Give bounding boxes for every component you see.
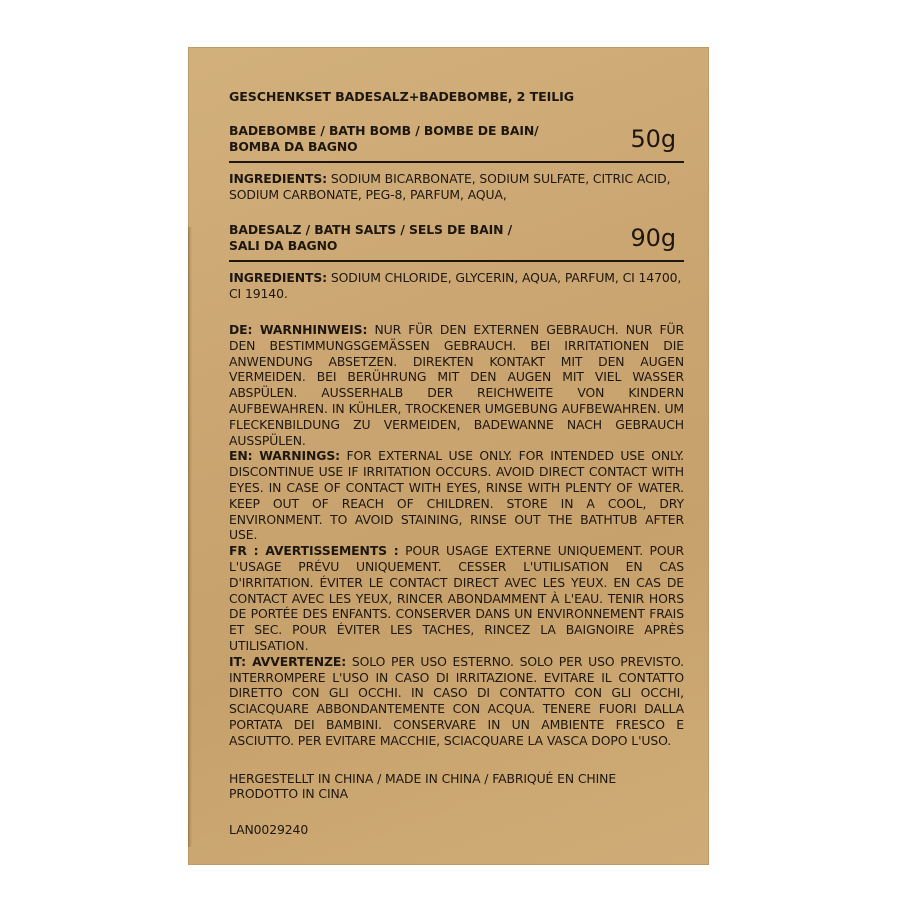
bath-bomb-name-line2: BOMBA DA BAGNO (229, 138, 358, 154)
gift-set-title: GESCHENKSET BADESALZ+BADEBOMBE, 2 TEILIG (229, 89, 574, 104)
ingredients-label: INGREDIENTS: (229, 270, 328, 286)
bath-salts-name-line1: BADESALZ / BATH SALTS / SELS DE BAIN / (229, 222, 513, 238)
warning-fr (229, 543, 684, 654)
warnings-section (229, 322, 684, 749)
divider-rule (229, 161, 684, 163)
warning-it (229, 654, 684, 749)
made-in-line2: PRODOTTO IN CINA (229, 786, 349, 802)
warning-fr-text: POUR USAGE EXTERNE UNIQUEMENT. POUR L'USAGE PRÉVU UNIQUEMENT. CESSER L'UTILISATION EN CAS D'IRRITATION. ÉVITER LE CONTACT DIRECT AVEC LES YEUX. EN CAS DE CONTACT AVEC LES YEUX, RINCER ABONDAMMENT À L'EAU. TENIR HORS DE PORTÉE DES ENFANTS. CONSERVER DANS UN ENVIRONNEMENT FRAIS ET SEC. POUR ÉVITER LES TACHES, RINCEZ LA BAIGNOIRE APRÈS UTILISATION. (229, 543, 684, 653)
warning-fr-label: FR : AVERTISSEMENTS : (229, 543, 399, 559)
bath-bomb-name (229, 123, 589, 155)
warning-it-text: SOLO PER USO ESTERNO. SOLO PER USO PREVISTO. INTERROMPERE L'USO IN CASO DI IRRITAZIONE. EVITARE IL CONTATTO DIRETTO CON GLI OCCHI. IN CASO DI CONTATTO CON GLI OCCHI, SCIACQUARE ABBONDANTEMENTE CON ACQUA. TENERE FUORI DALLA PORTATA DEI BAMBINI. CONSERVARE IN UN AMBIENTE FRESCO E ASCIUTTO. PER EVITARE MACCHIE, SCIACQUARE LA VASCA DOPO L'USO. (229, 653, 684, 748)
ingredients-label: INGREDIENTS: (229, 170, 328, 186)
bath-salts-header (229, 222, 684, 256)
bath-salts-name-line2: SALI DA BAGNO (229, 238, 338, 254)
made-in-line1: HERGESTELLT IN CHINA / MADE IN CHINA / FABRIQUÉ EN CHINE (229, 770, 617, 786)
warning-de-text: NUR FÜR DEN EXTERNEN GEBRAUCH. NUR FÜR DEN BESTIMMUNGSGEMÄSSEN GEBRAUCH. BEI IRRITATIONEN DIE ANWENDUNG ABSETZEN. DIREKTEN KONTAKT MIT DEN AUGEN VERMEIDEN. BEI BERÜHRUNG MIT DEN AUGEN MIT VIEL WASSER ABSPÜLEN. AUSSERHALB DER REICHWEITE VON KINDERN AUFBEWAHREN. IN KÜHLER, TROCKENER UMGEBUNG AUFBEWAHREN. UM FLECKENBILDUNG ZU VERMEIDEN, BADEWANNE NACH GEBRAUCH AUSSPÜLEN. (229, 321, 685, 448)
warning-en (229, 448, 684, 543)
bath-bomb-name-line1: BADEBOMBE / BATH BOMB / BOMBE DE BAIN/ (229, 122, 539, 138)
ingredients-text: SODIUM BICARBONATE, SODIUM SULFATE, CITRIC ACID, SODIUM CARBONATE, PEG-8, PARFUM, AQUA, (229, 170, 671, 202)
bath-bomb-ingredients (229, 171, 684, 203)
warning-it-label: IT: AVVERTENZE: (229, 653, 347, 669)
bath-salts-ingredients (229, 270, 684, 302)
bath-bomb-header (229, 123, 684, 157)
ingredients-text: SODIUM CHLORIDE, GLYCERIN, AQUA, PARFUM, CI 14700, CI 19140. (229, 270, 682, 302)
warning-de-label: DE: WARNHINWEIS: (229, 321, 368, 337)
label-content (229, 89, 684, 838)
warning-en-text: FOR EXTERNAL USE ONLY. FOR INTENDED USE ONLY. DISCONTINUE USE IF IRRITATION OCCURS. AVOID DIRECT CONTACT WITH EYES. IN CASE OF CONTACT WITH EYES, RINSE WITH PLENTY OF WATER. KEEP OUT OF REACH OF CHILDREN. STORE IN A COOL, DRY ENVIRONMENT. TO AVOID STAINING, RINSE OUT THE BATHTUB AFTER USE. (229, 448, 684, 543)
product-label (188, 47, 709, 865)
warning-de (229, 322, 684, 448)
warning-en-label: EN: WARNINGS: (229, 448, 341, 464)
bath-bomb-weight: 50g (630, 124, 676, 153)
bath-salts-weight: 90g (630, 224, 676, 253)
article-code: LAN0029240 (229, 822, 309, 838)
made-in-statement (229, 771, 684, 803)
label-fold-shadow (188, 227, 192, 847)
bath-salts-name (229, 222, 589, 254)
divider-rule (229, 260, 684, 262)
